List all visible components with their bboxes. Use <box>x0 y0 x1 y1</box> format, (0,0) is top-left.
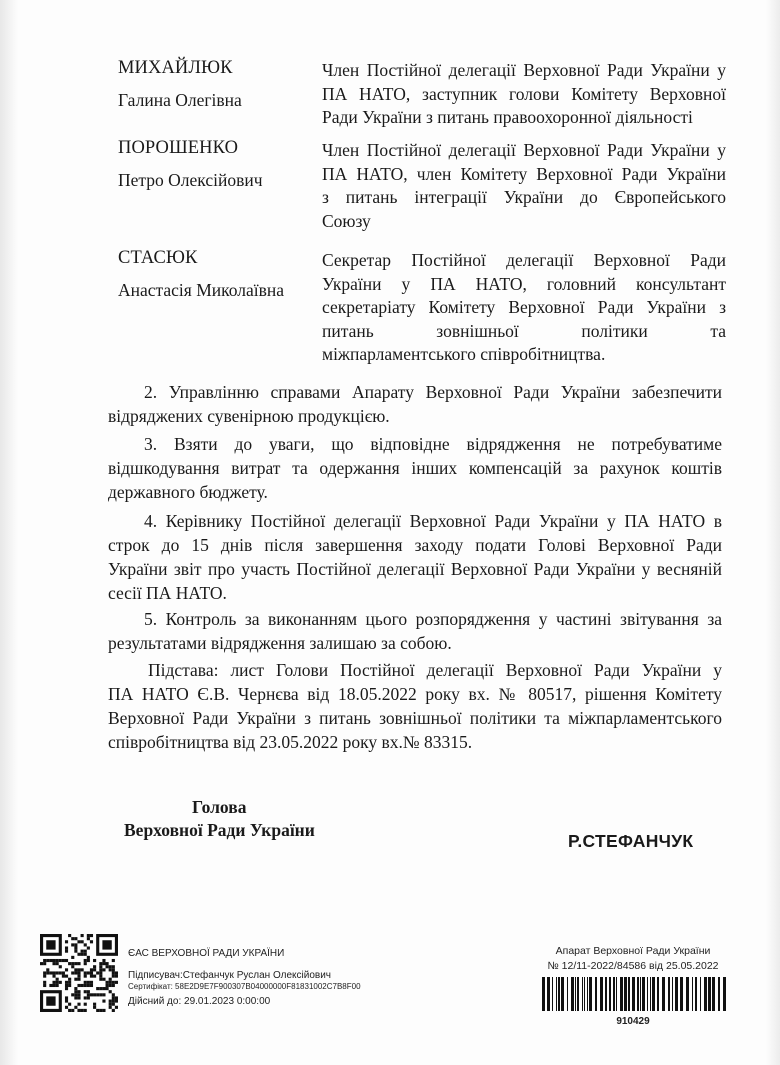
stamp-organization: Апарат Верховної Ради України <box>555 945 711 957</box>
page-shadow-left <box>0 0 18 1065</box>
paragraph-line: 5. Контроль за виконанням цього розпорядження у частині звітування за <box>144 609 722 629</box>
paragraph-line: відшкодування витрат та одержання інших компенсацій за рахунок коштів <box>108 458 722 478</box>
member-surname: СТАСЮК <box>118 248 198 268</box>
paragraph-line: 4. Керівнику Постійної делегації Верховної Ради України у ПА НАТО в <box>144 511 722 531</box>
certificate-id: Сертифікат: 58E2D9E7F900307B04000000F81831002C7B8F00 <box>128 982 361 991</box>
member-given-names: Анастасія Миколаївна <box>118 280 285 300</box>
role-line: ПА НАТО, член Комітету Верховної Ради України <box>322 163 726 184</box>
role-line: Ради України з питань правоохоронної діяльності <box>322 107 693 127</box>
paragraph-item <box>108 432 722 504</box>
barcode-icon <box>540 977 726 1011</box>
role-line: міжпарламентського співробітництва. <box>322 344 606 364</box>
paragraph-item <box>108 380 722 428</box>
member-role <box>322 139 726 233</box>
paragraph-line: 3. Взяти до уваги, що відповідне відрядження не потребуватиме <box>144 434 722 454</box>
barcode-number: 910429 <box>616 1016 650 1027</box>
signatory-name: Р.СТЕФАНЧУК <box>568 831 694 851</box>
role-line: Секретар Постійної делегації Верховної Ради <box>322 250 726 270</box>
role-line: з питань інтеграції України до Європейського <box>322 187 726 207</box>
paragraph-line: відряджених сувенірною продукцією. <box>108 406 390 426</box>
signatory-title: Голова <box>192 797 247 817</box>
paragraph-item <box>108 509 722 605</box>
qr-code-icon <box>40 934 118 1012</box>
member-surname: МИХАЙЛЮК <box>118 58 233 78</box>
certificate-validity: Дійсний до: 29.01.2023 0:00:00 <box>128 996 271 1007</box>
paragraph-line: Верховної Ради України з питань зовнішньої політики та міжпарламентського <box>108 708 722 728</box>
member-role <box>322 59 726 130</box>
member-given-names: Галина Олегівна <box>118 90 242 110</box>
role-line: Член Постійної делегації Верховної Ради України у <box>322 140 726 160</box>
basis-paragraph <box>108 658 722 754</box>
paragraph-item <box>108 607 722 655</box>
paragraph-line: результатами відрядження залишаю за собою. <box>108 633 452 653</box>
paragraph-line: 2. Управлінню справами Апарату Верховної Ради України забезпечити <box>144 382 722 402</box>
registration-number: № 12/11-2022/84586 від 25.05.2022 <box>547 960 719 972</box>
role-line: Союзу <box>322 210 371 231</box>
member-role <box>322 249 726 367</box>
signatory-title: Верховної Ради України <box>124 820 315 840</box>
system-name: ЄАС ВЕРХОВНОЇ РАДИ УКРАЇНИ <box>128 948 285 959</box>
page-shadow-right <box>766 0 780 1065</box>
member-given-names: Петро Олексійович <box>118 170 263 190</box>
role-line: України у ПА НАТО, головний консультант <box>322 273 726 294</box>
paragraph-line: строк до 15 днів після завершення заходу подати Голові Верховної Ради <box>108 535 722 555</box>
paragraph-line: державного бюджету. <box>108 482 268 502</box>
member-surname: ПОРОШЕНКО <box>118 138 239 158</box>
role-line: питань зовнішньої політики та <box>322 320 726 341</box>
role-line: секретаріату Комітету Верховної Ради України з <box>322 297 726 317</box>
paragraph-line: сесії ПА НАТО. <box>108 583 227 603</box>
signer-name: Підписувач:Стефанчук Руслан Олексійович <box>128 970 331 981</box>
role-line: ПА НАТО, заступник голови Комітету Верховної <box>322 83 726 104</box>
paragraph-line: Підстава: лист Голови Постійної делегації Верховної Ради України у <box>148 660 722 680</box>
paragraph-line: ПА НАТО Є.В. Чернєва від 18.05.2022 року вх. № 80517, рішення Комітету <box>108 684 722 704</box>
paragraph-line: співробітництва від 23.05.2022 року вх.№ 83315. <box>108 732 473 752</box>
role-line: Член Постійної делегації Верховної Ради України у <box>322 60 726 80</box>
paragraph-line: України звіт про участь Постійної делегації Верховної Ради України у весняній <box>108 559 722 579</box>
